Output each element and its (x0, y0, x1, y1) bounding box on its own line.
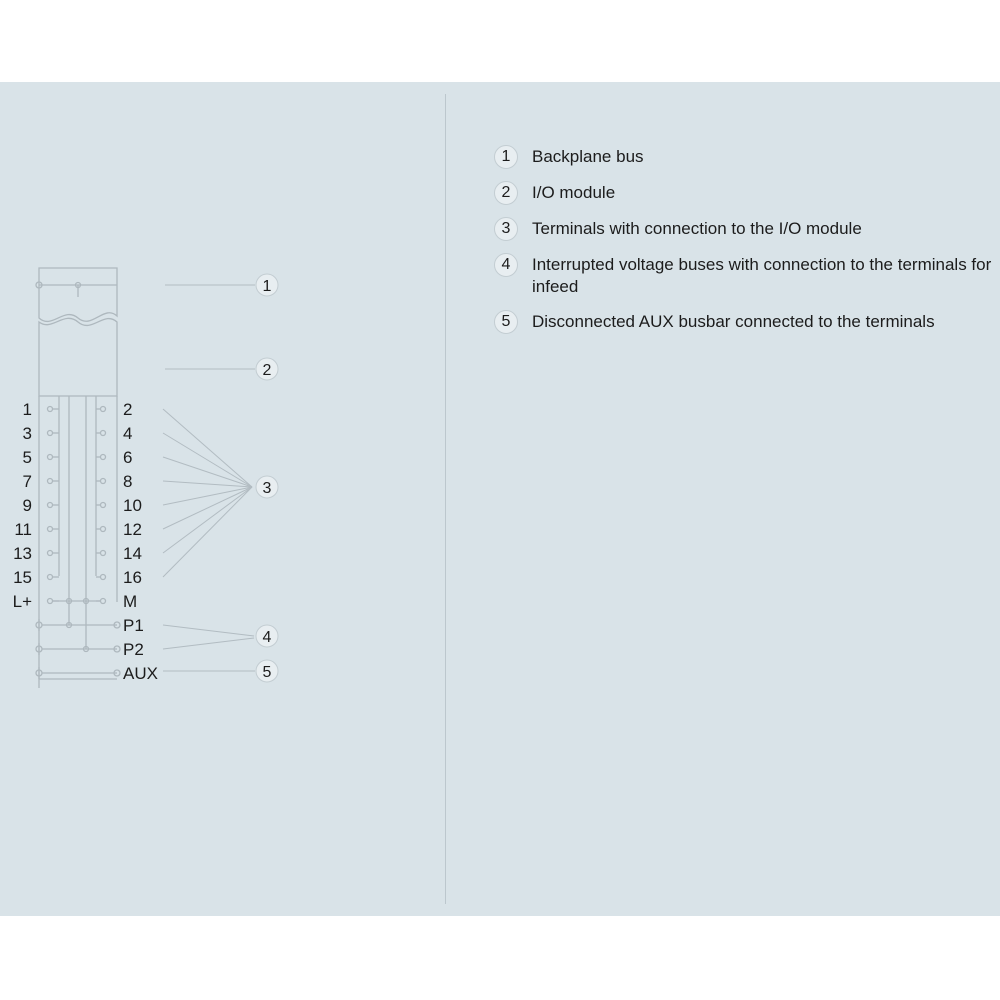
terminal-label-right: 10 (123, 496, 142, 515)
terminal-label-left: 1 (22, 400, 32, 419)
leader-3 (163, 487, 252, 505)
io-module-section (39, 318, 117, 396)
terminal-node-right (101, 599, 106, 604)
legend-text: Backplane bus (532, 147, 644, 166)
terminal-label-left: 5 (22, 448, 32, 467)
terminal-node-left (48, 455, 53, 460)
terminal-label-left: 9 (22, 496, 32, 515)
leader-3 (163, 433, 252, 487)
column-divider (445, 94, 446, 904)
terminal-node-right (101, 551, 106, 556)
legend-text: I/O module (532, 183, 616, 202)
terminal-label-left: L+ (12, 592, 32, 611)
legend-number: 5 (494, 310, 518, 334)
terminal-node-right (101, 575, 106, 580)
callout-number: 5 (262, 664, 272, 681)
leader-3 (163, 409, 252, 487)
terminal-node-left (48, 407, 53, 412)
legend-number: 4 (494, 253, 518, 277)
bus-terminal-label: P2 (123, 640, 144, 659)
callout-number: 3 (262, 480, 272, 497)
legend-text: Disconnected AUX busbar connected to the terminals (532, 312, 935, 331)
leader-4 (163, 638, 254, 649)
terminal-label-left: 3 (22, 424, 32, 443)
terminal-node-left (48, 479, 53, 484)
terminal-node-left (48, 503, 53, 508)
terminal-node-right (101, 527, 106, 532)
legend-text: Interrupted voltage buses with connection to the terminals for infeed (532, 255, 992, 296)
terminal-node-left (48, 575, 53, 580)
leader-4 (163, 625, 254, 636)
terminal-label-right: 12 (123, 520, 142, 539)
callout-leader-lines (163, 285, 255, 671)
leader-3 (163, 487, 252, 553)
terminal-label-right: 8 (123, 472, 133, 491)
legend-item (494, 253, 994, 298)
terminal-label-right: 4 (123, 424, 133, 443)
terminal-node-left (48, 599, 53, 604)
terminal-node-right (101, 503, 106, 508)
legend-item (494, 145, 994, 169)
terminal-node-left (48, 551, 53, 556)
wiring-diagram (0, 82, 445, 916)
terminal-label-left: 7 (22, 472, 32, 491)
terminal-node-left (48, 431, 53, 436)
leader-3 (163, 457, 252, 487)
terminal-node-right (101, 431, 106, 436)
legend-item (494, 181, 994, 205)
bus-terminal-label: P1 (123, 616, 144, 635)
terminal-node-right (101, 455, 106, 460)
terminal-label-left: 11 (14, 520, 32, 539)
module-outline (36, 268, 117, 396)
legend-item (494, 217, 994, 241)
legend-list (494, 145, 994, 346)
terminal-label-left: 13 (13, 544, 32, 563)
terminal-block (36, 396, 120, 688)
callout-number: 4 (262, 629, 272, 646)
callout-number: 2 (262, 362, 272, 379)
terminal-label-right: 14 (123, 544, 142, 563)
bus-terminal-label: AUX (123, 664, 158, 683)
terminal-label-right: 2 (123, 400, 133, 419)
legend-text: Terminals with connection to the I/O module (532, 219, 862, 238)
leader-3 (163, 487, 252, 529)
terminal-node-left (48, 527, 53, 532)
terminal-node-right (101, 407, 106, 412)
legend-number: 2 (494, 181, 518, 205)
terminal-label-left: 15 (13, 568, 32, 587)
terminal-label-right: M (123, 592, 138, 611)
callout-number: 1 (262, 278, 272, 295)
terminal-label-right: 16 (123, 568, 142, 587)
terminal-label-right: 6 (123, 448, 133, 467)
callout-markers (256, 274, 278, 682)
legend-number: 1 (494, 145, 518, 169)
legend-item (494, 310, 994, 334)
legend-number: 3 (494, 217, 518, 241)
leader-3 (163, 481, 252, 487)
terminal-node-right (101, 479, 106, 484)
diagram-panel (0, 82, 1000, 916)
leader-3 (163, 487, 252, 577)
